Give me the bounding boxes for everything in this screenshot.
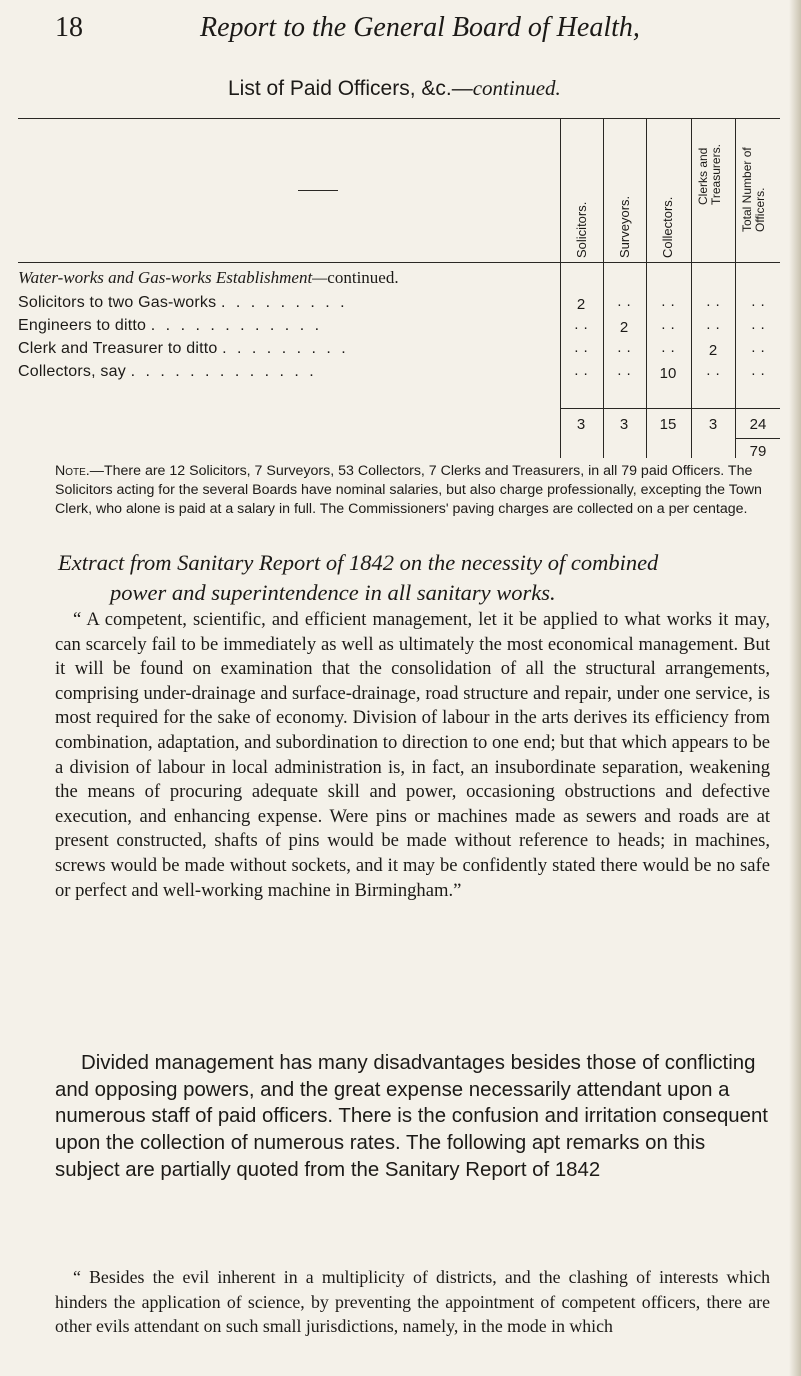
total-cell: 3 xyxy=(619,416,629,433)
grand-total: 79 xyxy=(749,443,767,460)
table-cell: · · xyxy=(705,365,721,382)
table-cell: · · xyxy=(750,319,766,336)
col-rule-2 xyxy=(603,118,604,458)
col-header-surveyors: Surveyors. xyxy=(617,195,632,258)
col-header-solicitors: Solicitors. xyxy=(574,201,589,258)
extract-heading-line2: power and superintendence in all sanitary works. xyxy=(110,580,556,605)
section-heading-text: Water-works and Gas-works Establishment— xyxy=(18,268,328,287)
table-cell: · · xyxy=(573,342,589,359)
officers-table xyxy=(0,0,801,460)
col-rule-1 xyxy=(560,118,561,458)
col-header-total: Total Number of Officers. xyxy=(740,147,767,232)
table-header-rule xyxy=(18,262,780,263)
grand-total-rule xyxy=(735,438,780,439)
total-cell: 15 xyxy=(659,416,677,433)
table-row-label: Solicitors to two Gas-works . . . . . . . . . xyxy=(18,294,348,311)
table-cell: · · xyxy=(616,342,632,359)
table-cell: 2 xyxy=(576,296,586,313)
table-cell: 10 xyxy=(659,365,677,382)
table-row-label: Clerk and Treasurer to ditto . . . . . . . . . xyxy=(18,340,349,357)
extract-heading xyxy=(58,548,768,608)
running-title: Report to the General Board of Health, xyxy=(200,12,640,43)
col-header-clerks: Clerks and Treasurers. xyxy=(696,144,723,205)
table-cell: · · xyxy=(705,296,721,313)
totals-rule xyxy=(560,408,780,409)
table-cell: 2 xyxy=(619,319,629,336)
table-title-continued: continued. xyxy=(472,76,561,100)
section-heading-cont: continued. xyxy=(327,268,399,287)
table-cell: · · xyxy=(750,296,766,313)
col-rule-3 xyxy=(646,118,647,458)
table-cell: · · xyxy=(573,319,589,336)
section-heading xyxy=(18,268,399,288)
col-rule-5 xyxy=(735,118,736,458)
body-paragraph: Divided management has many disadvantages besides those of conflicting and opposing powers, and the great expense necessarily attendant upon a numerous staff of paid officers. There is the confusion and irritation consequent upon the collection of numerous rates. The following apt remarks on this subject are partially quoted from the Sanitary Report of 1842 xyxy=(55,1052,768,1181)
corner-dash xyxy=(298,190,338,191)
note-label: Note. xyxy=(55,463,90,479)
page-number: 18 xyxy=(55,12,83,43)
extract-heading-line1: Extract from Sanitary Report of 1842 on the necessity of combined xyxy=(58,550,659,575)
table-title-text: List of Paid Officers, &c.— xyxy=(228,77,473,100)
table-note xyxy=(55,462,765,519)
table-top-rule xyxy=(18,118,780,119)
table-cell: · · xyxy=(660,319,676,336)
total-cell: 3 xyxy=(576,416,586,433)
table-cell: 2 xyxy=(708,342,718,359)
table-row-label: Collectors, say . . . . . . . . . . . . . xyxy=(18,363,317,380)
total-cell: 24 xyxy=(749,416,767,433)
quoted-paragraph-2: “ Besides the evil inherent in a multiplicity of districts, and the clashing of interests which hinders the application of science, by preventing the appointment of competent officers, there are other evils attendant on such small jurisdictions, namely, in the mode in which xyxy=(55,1267,770,1336)
page-edge-shadow xyxy=(789,0,801,1376)
table-cell: · · xyxy=(750,342,766,359)
table-cell: · · xyxy=(616,365,632,382)
col-rule-4 xyxy=(691,118,692,458)
table-row-label: Engineers to ditto . . . . . . . . . . . . xyxy=(18,317,323,334)
table-cell: · · xyxy=(660,342,676,359)
quoted-paragraph-1: “ A competent, scientific, and efficient management, let it be applied to what works it may, can scarcely fail to be immediately as well as ultimately the most economical management. But it will be found on examination that the consolidation of all the structural arrangements, comprising under-drainage and surface-drainage, road structure and repair, under one service, is most required for the sake of economy. Division of labour in the arts derives its efficiency from combination, adaptation, and subordination to direction to one end; but that which appears to be a division of labour in local administration is, in fact, an insubordinate separation, weakening the means of procuring adequate skill and power, occasioning obstructions and defective execution, and enhancing expense. Were pins or machines made as sewers and roads are at present constructed, shafts of pins would be made without reference to heads; in machines, screws would be made without sockets, and it may be confidently stated there would be no safe or perfect and well-working machine in Birmingham.” xyxy=(55,609,770,901)
col-header-collectors: Collectors. xyxy=(660,196,675,258)
note-text: —There are 12 Solicitors, 7 Surveyors, 53 Collectors, 7 Clerks and Treasurers, in all 79 paid Officers. The Solicitors acting for the several Boards have nominal salaries, but also charge professionally, excepting the Town Clerk, who alone is paid at a salary in full. The Commissioners' paving charges are collected on a per centage. xyxy=(55,463,762,517)
table-cell: · · xyxy=(573,365,589,382)
table-cell: · · xyxy=(616,296,632,313)
table-cell: · · xyxy=(705,319,721,336)
total-cell: 3 xyxy=(708,416,718,433)
table-cell: · · xyxy=(750,365,766,382)
table-cell: · · xyxy=(660,296,676,313)
